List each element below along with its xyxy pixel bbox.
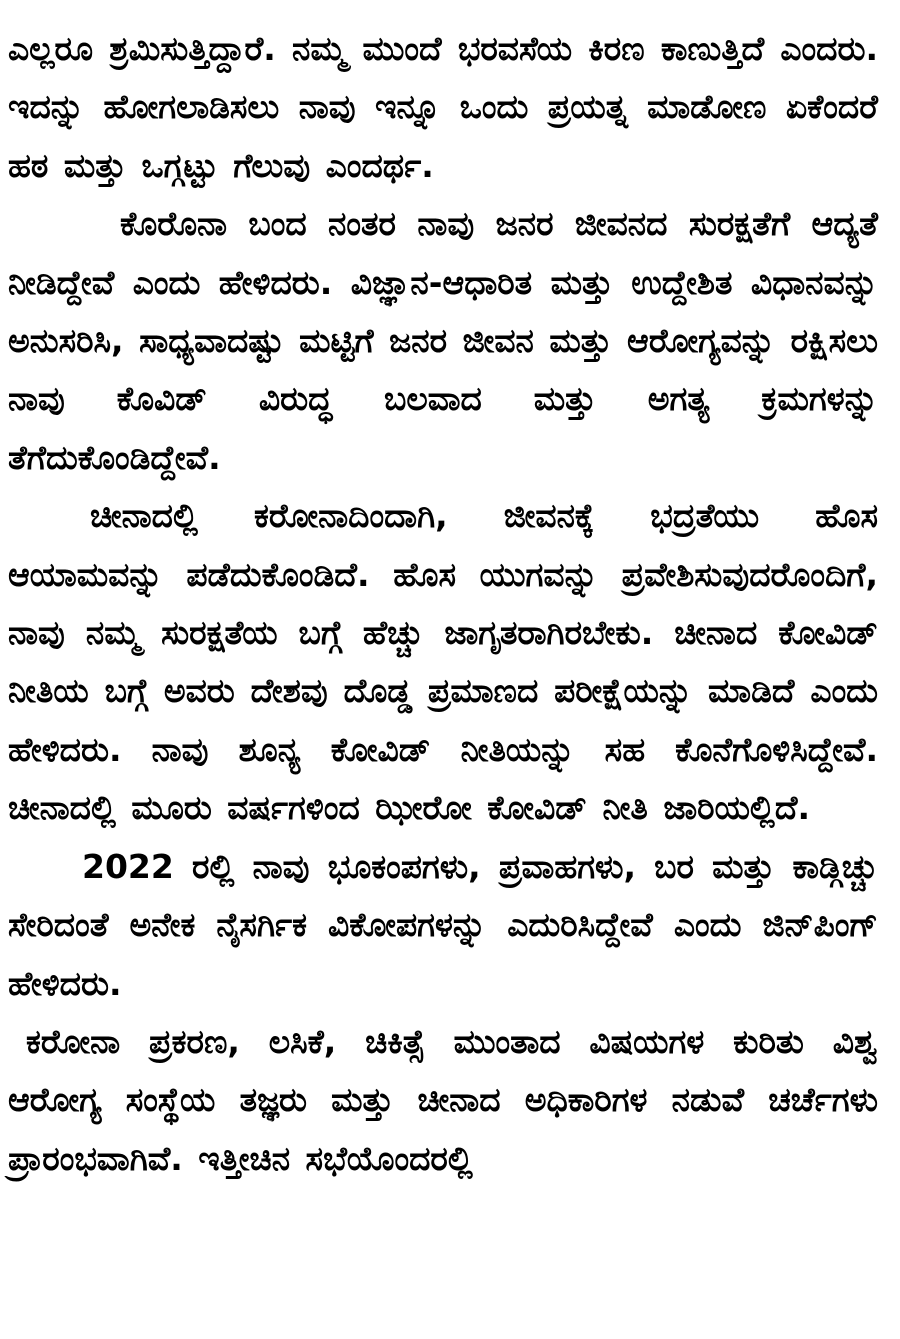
paragraph-natural-disasters: 2022 ರಲ್ಲಿ ನಾವು ಭೂಕಂಪಗಳು, ಪ್ರವಾಹಗಳು, ಬರ ಮತ್ತು ಕಾಡ್ಗಿಚ್ಚು ಸೇರಿದಂತೆ ಅನೇಕ ನೈಸರ್ಗಿಕ ವಿಕೋಪಗಳನ್ನು ಎದುರಿಸಿದ್ದೇವೆ ಎಂದು ಜಿನ್‌ಪಿಂಗ್ ಹೇಳಿದರು. bbox=[8, 846, 878, 1003]
paragraph-covid-safety: ಕೊರೊನಾ ಬಂದ ನಂತರ ನಾವು ಜನರ ಜೀವನದ ಸುರಕ್ಷತೆಗೆ ಆದ್ಯತೆ ನೀಡಿದ್ದೇವೆ ಎಂದು ಹೇಳಿದರು. ವಿಜ್ಞಾನ-ಆಧಾರಿತ ಮತ್ತು ಉದ್ದೇಶಿತ ವಿಧಾನವನ್ನು ಅನುಸರಿಸಿ, ಸಾಧ್ಯವಾದಷ್ಟು ಮಟ್ಟಿಗೆ ಜನರ ಜೀವನ ಮತ್ತು ಆರೋಗ್ಯವನ್ನು ರಕ್ಷಿಸಲು ನಾವು ಕೊವಿಡ್ ವಿರುದ್ಧ ಬಲವಾದ ಮತ್ತು ಅಗತ್ಯ ಕ್ರಮಗಳನ್ನು ತೆಗೆದುಕೊಂಡಿದ್ದೇವೆ. bbox=[8, 204, 878, 477]
paragraph-hope: ಎಲ್ಲರೂ ಶ್ರಮಿಸುತ್ತಿದ್ದಾರೆ. ನಮ್ಮ ಮುಂದೆ ಭರವಸೆಯ ಕಿರಣ ಕಾಣುತ್ತಿದೆ ಎಂದರು. ಇದನ್ನು ಹೋಗಲಾಡಿಸಲು ನಾವು ಇನ್ನೂ ಒಂದು ಪ್ರಯತ್ನ ಮಾಡೋಣ ಏಕೆಂದರೆ ಹಠ ಮತ್ತು ಒಗ್ಗಟ್ಟು ಗೆಲುವು ಎಂದರ್ಥ. bbox=[8, 29, 878, 185]
paragraph-who-discussions: ಕರೋನಾ ಪ್ರಕರಣ, ಲಸಿಕೆ, ಚಿಕಿತ್ಸೆ ಮುಂತಾದ ವಿಷಯಗಳ ಕುರಿತು ವಿಶ್ವ ಆರೋಗ್ಯ ಸಂಸ್ಥೆಯ ತಜ್ಞರು ಮತ್ತು ಚೀನಾದ ಅಧಿಕಾರಿಗಳ ನಡುವೆ ಚರ್ಚೆಗಳು ಪ್ರಾರಂಭವಾಗಿವೆ. ಇತ್ತೀಚಿನ ಸಭೆಯೊಂದರಲ್ಲಿ bbox=[8, 1021, 878, 1178]
paragraph-china-security: ಚೀನಾದಲ್ಲಿ ಕರೋನಾದಿಂದಾಗಿ, ಜೀವನಕ್ಕೆ ಭದ್ರತೆಯು ಹೊಸ ಆಯಾಮವನ್ನು ಪಡೆದುಕೊಂಡಿದೆ. ಹೊಸ ಯುಗವನ್ನು ಪ್ರವೇಶಿಸುವುದರೊಂದಿಗೆ, ನಾವು ನಮ್ಮ ಸುರಕ್ಷತೆಯ ಬಗ್ಗೆ ಹೆಚ್ಚು ಜಾಗೃತರಾಗಿರಬೇಕು. ಚೀನಾದ ಕೋವಿಡ್ ನೀತಿಯ ಬಗ್ಗೆ ಅವರು ದೇಶವು ದೊಡ್ಡ ಪ್ರಮಾಣದ ಪರೀಕ್ಷೆಯನ್ನು ಮಾಡಿದೆ ಎಂದು ಹೇಳಿದರು. ನಾವು ಶೂನ್ಯ ಕೋವಿಡ್ ನೀತಿಯನ್ನು ಸಹ ಕೊನೆಗೊಳಿಸಿದ್ದೇವೆ. ಚೀನಾದಲ್ಲಿ ಮೂರು ವರ್ಷಗಳಿಂದ ಝೀರೋ ಕೋವಿಡ್ ನೀತಿ ಜಾರಿಯಲ್ಲಿದೆ. bbox=[8, 496, 878, 828]
